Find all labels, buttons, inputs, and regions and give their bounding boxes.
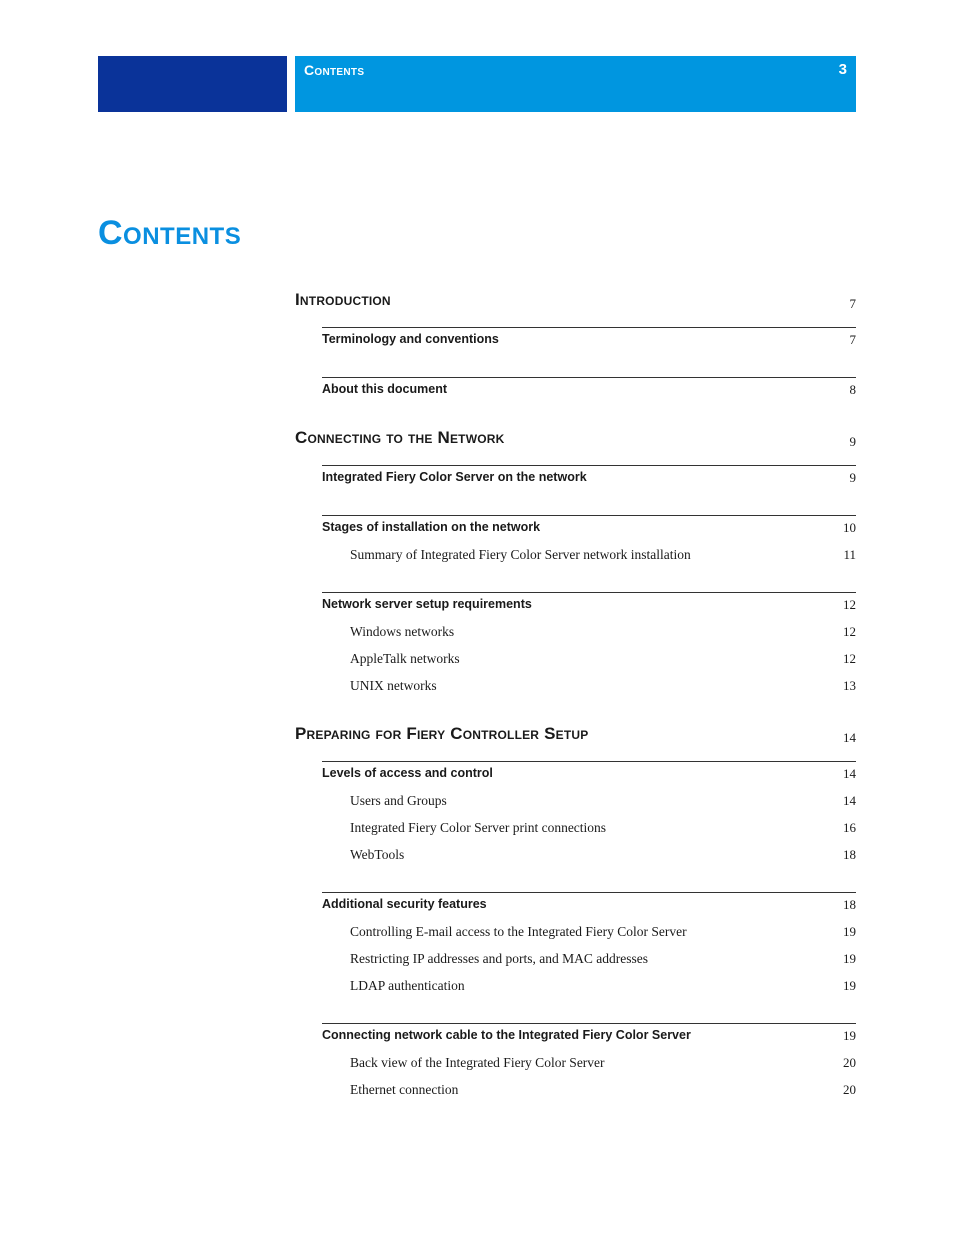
subsection-page-number: 19 [843,978,856,993]
toc-section-entry[interactable] [322,897,856,924]
toc-section-entry[interactable] [322,332,856,359]
subsection-title: Restricting IP addresses and ports, and MAC addresses [350,951,648,966]
chapter-title: Preparing for Fiery Controller Setup [295,724,589,743]
header-bar [295,56,856,112]
toc-section [322,327,856,367]
toc-section-entry[interactable] [322,520,856,547]
subsection-title: AppleTalk networks [350,651,460,666]
subsection-title: WebTools [350,847,405,862]
subsection-page-number: 18 [843,847,856,862]
subsection-page-number: 12 [843,651,856,666]
subsection-title: Windows networks [350,624,455,639]
section-page-number: 8 [849,382,856,397]
toc-section-entry[interactable] [322,766,856,793]
toc-subsection-entry[interactable] [322,951,856,978]
section-title: About this document [322,382,447,396]
subsection-title: Integrated Fiery Color Server print connections [350,820,607,835]
toc-section-entry[interactable] [322,1028,856,1055]
section-page-number: 10 [843,520,856,535]
section-page-number: 18 [843,897,856,912]
toc-chapter[interactable] [295,287,856,317]
toc-section [322,465,856,505]
chapter-page-number: 14 [843,730,856,745]
subsection-title: UNIX networks [350,678,437,693]
subsection-page-number: 20 [843,1082,856,1097]
section-page-number: 12 [843,597,856,612]
toc-section [322,377,856,417]
toc-section [322,761,856,882]
toc-section [322,1023,856,1117]
subsection-page-number: 13 [843,678,856,693]
subsection-title: Back view of the Integrated Fiery Color Server [350,1055,605,1070]
subsection-page-number: 12 [843,624,856,639]
toc-section [322,892,856,1013]
toc-subsection-entry[interactable] [322,547,856,574]
subsection-title: Users and Groups [350,793,447,808]
section-page-number: 14 [843,766,856,781]
toc-subsection-entry[interactable] [322,793,856,820]
toc-subsection-entry[interactable] [322,624,856,651]
toc-subsection-entry[interactable] [322,1082,856,1109]
toc-subsection-entry[interactable] [322,978,856,1005]
subsection-page-number: 19 [843,951,856,966]
toc-section-entry[interactable] [322,470,856,497]
subsection-title: LDAP authentication [350,978,465,993]
subsection-page-number: 14 [843,793,856,808]
page-title: Contents [98,214,242,252]
toc-subsection-entry[interactable] [322,924,856,951]
toc-subsection-entry[interactable] [322,1055,856,1082]
header-page-number: 3 [838,61,847,78]
toc-section [322,592,856,713]
section-title: Levels of access and control [322,766,493,780]
toc-subsection-entry[interactable] [322,651,856,678]
toc-chapter[interactable] [295,425,856,455]
toc-subsection-entry[interactable] [322,678,856,705]
subsection-page-number: 16 [843,820,856,835]
chapter-page-number: 9 [849,434,856,449]
subsection-title: Ethernet connection [350,1082,459,1097]
section-title: Additional security features [322,897,487,911]
toc-section-entry[interactable] [322,382,856,409]
section-page-number: 19 [843,1028,856,1043]
table-of-contents [295,287,856,1117]
section-title: Integrated Fiery Color Server on the network [322,470,587,484]
subsection-title: Controlling E-mail access to the Integrated Fiery Color Server [350,924,687,939]
section-title: Terminology and conventions [322,332,499,346]
subsection-page-number: 19 [843,924,856,939]
chapter-title: Introduction [295,290,391,309]
chapter-title: Connecting to the Network [295,428,505,447]
chapter-page-number: 7 [849,296,856,311]
header-left-block [98,56,287,112]
subsection-page-number: 20 [843,1055,856,1070]
section-page-number: 7 [849,332,856,347]
subsection-title: Summary of Integrated Fiery Color Server network installation [350,547,691,562]
section-title: Stages of installation on the network [322,520,541,534]
section-title: Connecting network cable to the Integrated Fiery Color Server [322,1028,691,1042]
toc-chapter[interactable] [295,721,856,751]
section-title: Network server setup requirements [322,597,532,611]
toc-subsection-entry[interactable] [322,820,856,847]
toc-section-entry[interactable] [322,597,856,624]
header-title: Contents [304,62,365,78]
subsection-page-number: 11 [843,547,856,562]
toc-section [322,515,856,582]
toc-subsection-entry[interactable] [322,847,856,874]
section-page-number: 9 [849,470,856,485]
